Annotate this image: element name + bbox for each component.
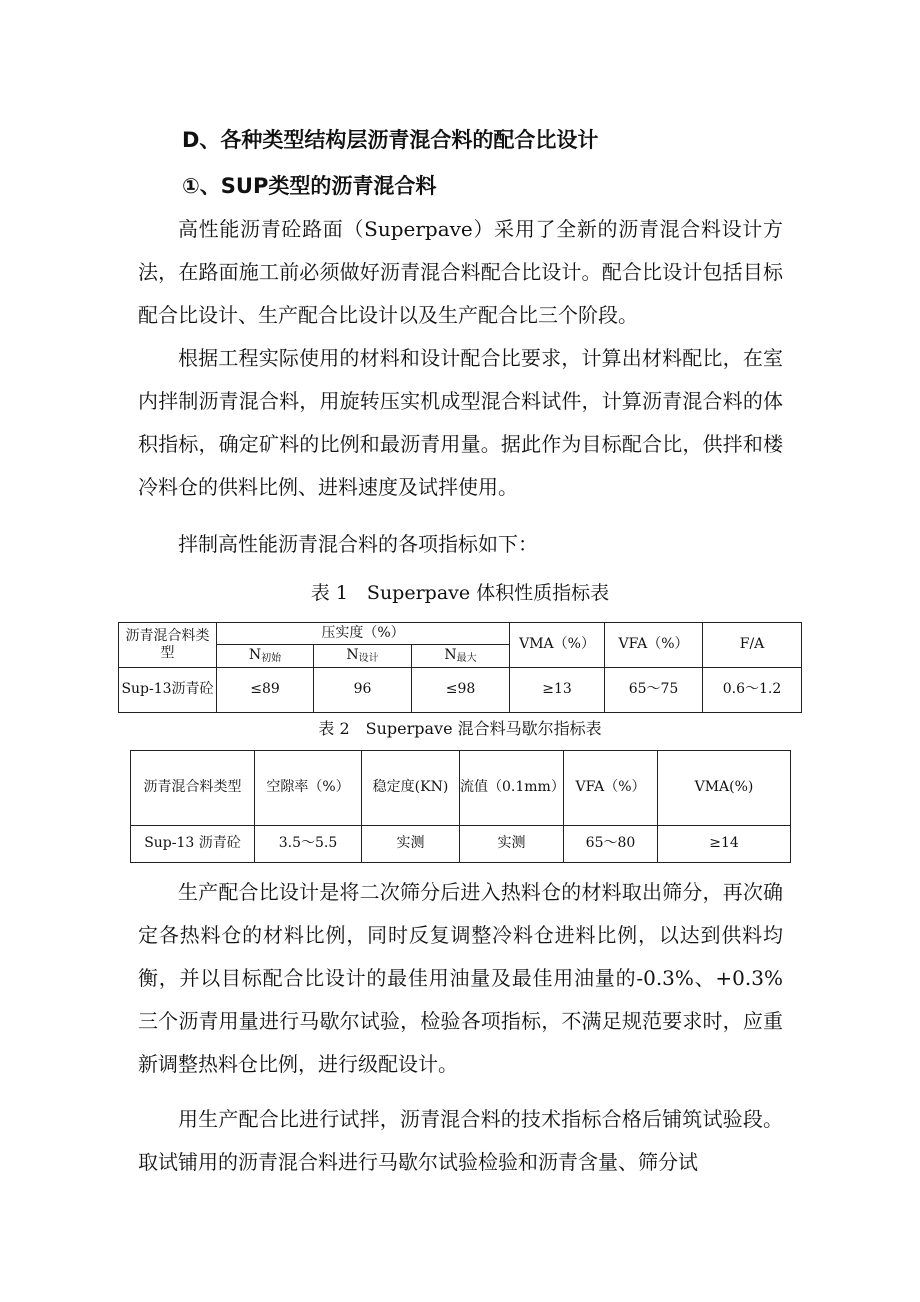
cell-void-ratio: 3.5～5.5: [255, 826, 362, 863]
header-vfa: VFA（%）: [605, 623, 703, 668]
header-vma: VMA（%）: [510, 623, 605, 668]
paragraph-trial-section: 用生产配合比进行试拌，沥青混合料的技术指标合格后铺筑试验段。取试铺用的沥青混合料进行马歇尔试验检验和沥青含量、筛分试: [138, 1107, 783, 1174]
table2-caption: 表 2 Superpave 混合料马歇尔指标表: [318, 719, 602, 738]
cell-n-design: 96: [314, 668, 412, 713]
table-row: [119, 623, 802, 645]
paragraph-target-mix: 根据工程实际使用的材料和设计配合比要求，计算出材料配比，在室内拌制沥青混合料，用旋转压实机成型混合料试件，计算沥青混合料的体积指标，确定矿料的比例和最沥青用量。据此作为目标配合比，供拌和楼冷料仓的供料比例、进料速度及试拌使用。: [138, 346, 783, 499]
cell-fa: 0.6～1.2: [703, 668, 802, 713]
header-vma: VMA(%): [658, 751, 791, 826]
section-heading: D、各种类型结构层沥青混合料的配合比设计: [182, 128, 599, 152]
cell-vma: ≥13: [510, 668, 605, 713]
table1-caption: 表 1 Superpave 体积性质指标表: [310, 582, 610, 604]
cell-stability: 实测: [362, 826, 460, 863]
table-row: [131, 751, 791, 826]
header-flow: 流值（0.1mm）: [460, 751, 564, 826]
paragraph-index-intro: 拌制高性能沥青混合料的各项指标如下：: [178, 532, 538, 556]
table-row: [131, 826, 791, 863]
table-row: [119, 668, 802, 713]
header-void-ratio: 空隙率（%）: [255, 751, 362, 826]
header-mix-type: 沥青混合料类型: [131, 751, 255, 826]
paragraph-production-mix: 生产配合比设计是将二次筛分后进入热料仓的材料取出筛分，再次确定各热料仓的材料比例，同时反复调整冷料仓进料比例，以达到供料均衡，并以目标配合比设计的最佳用油量及最佳用油量的-0.3%、+0.3%三个沥青用量进行马歇尔试验，检验各项指标，不满足规范要求时，应重新调整热料仓比例，进行级配设计。: [138, 880, 783, 1076]
header-n-initial: $N_{初始}$: [217, 645, 314, 668]
cell-n-max: ≤98: [412, 668, 510, 713]
header-vfa: VFA（%）: [564, 751, 658, 826]
header-compaction: 压实度（%）: [217, 623, 510, 645]
header-stability: 稳定度(KN): [362, 751, 460, 826]
header-n-max: $N_{最大}$: [412, 645, 510, 668]
cell-vfa: 65～75: [605, 668, 703, 713]
header-mix-type: 沥青混合料类型: [119, 623, 217, 668]
paragraph-intro: 高性能沥青砼路面（Superpave）采用了全新的沥青混合料设计方法，在路面施工前必须做好沥青混合料配合比设计。配合比设计包括目标配合比设计、生产配合比设计以及生产配合比三个阶段。: [138, 217, 783, 327]
volumetric-properties-table: [118, 622, 802, 713]
cell-flow: 实测: [460, 826, 564, 863]
header-n-design: $N_{设计}$: [314, 645, 412, 668]
cell-n-initial: ≤89: [217, 668, 314, 713]
cell-vma: ≥14: [658, 826, 791, 863]
cell-mix-type: Sup-13 沥青砼: [131, 826, 255, 863]
marshall-index-table: [130, 750, 791, 863]
cell-vfa: 65～80: [564, 826, 658, 863]
header-fa: F/A: [703, 623, 802, 668]
cell-mix-type: Sup-13沥青砼: [119, 668, 217, 713]
subsection-heading: ①、SUP类型的沥青混合料: [182, 174, 437, 198]
